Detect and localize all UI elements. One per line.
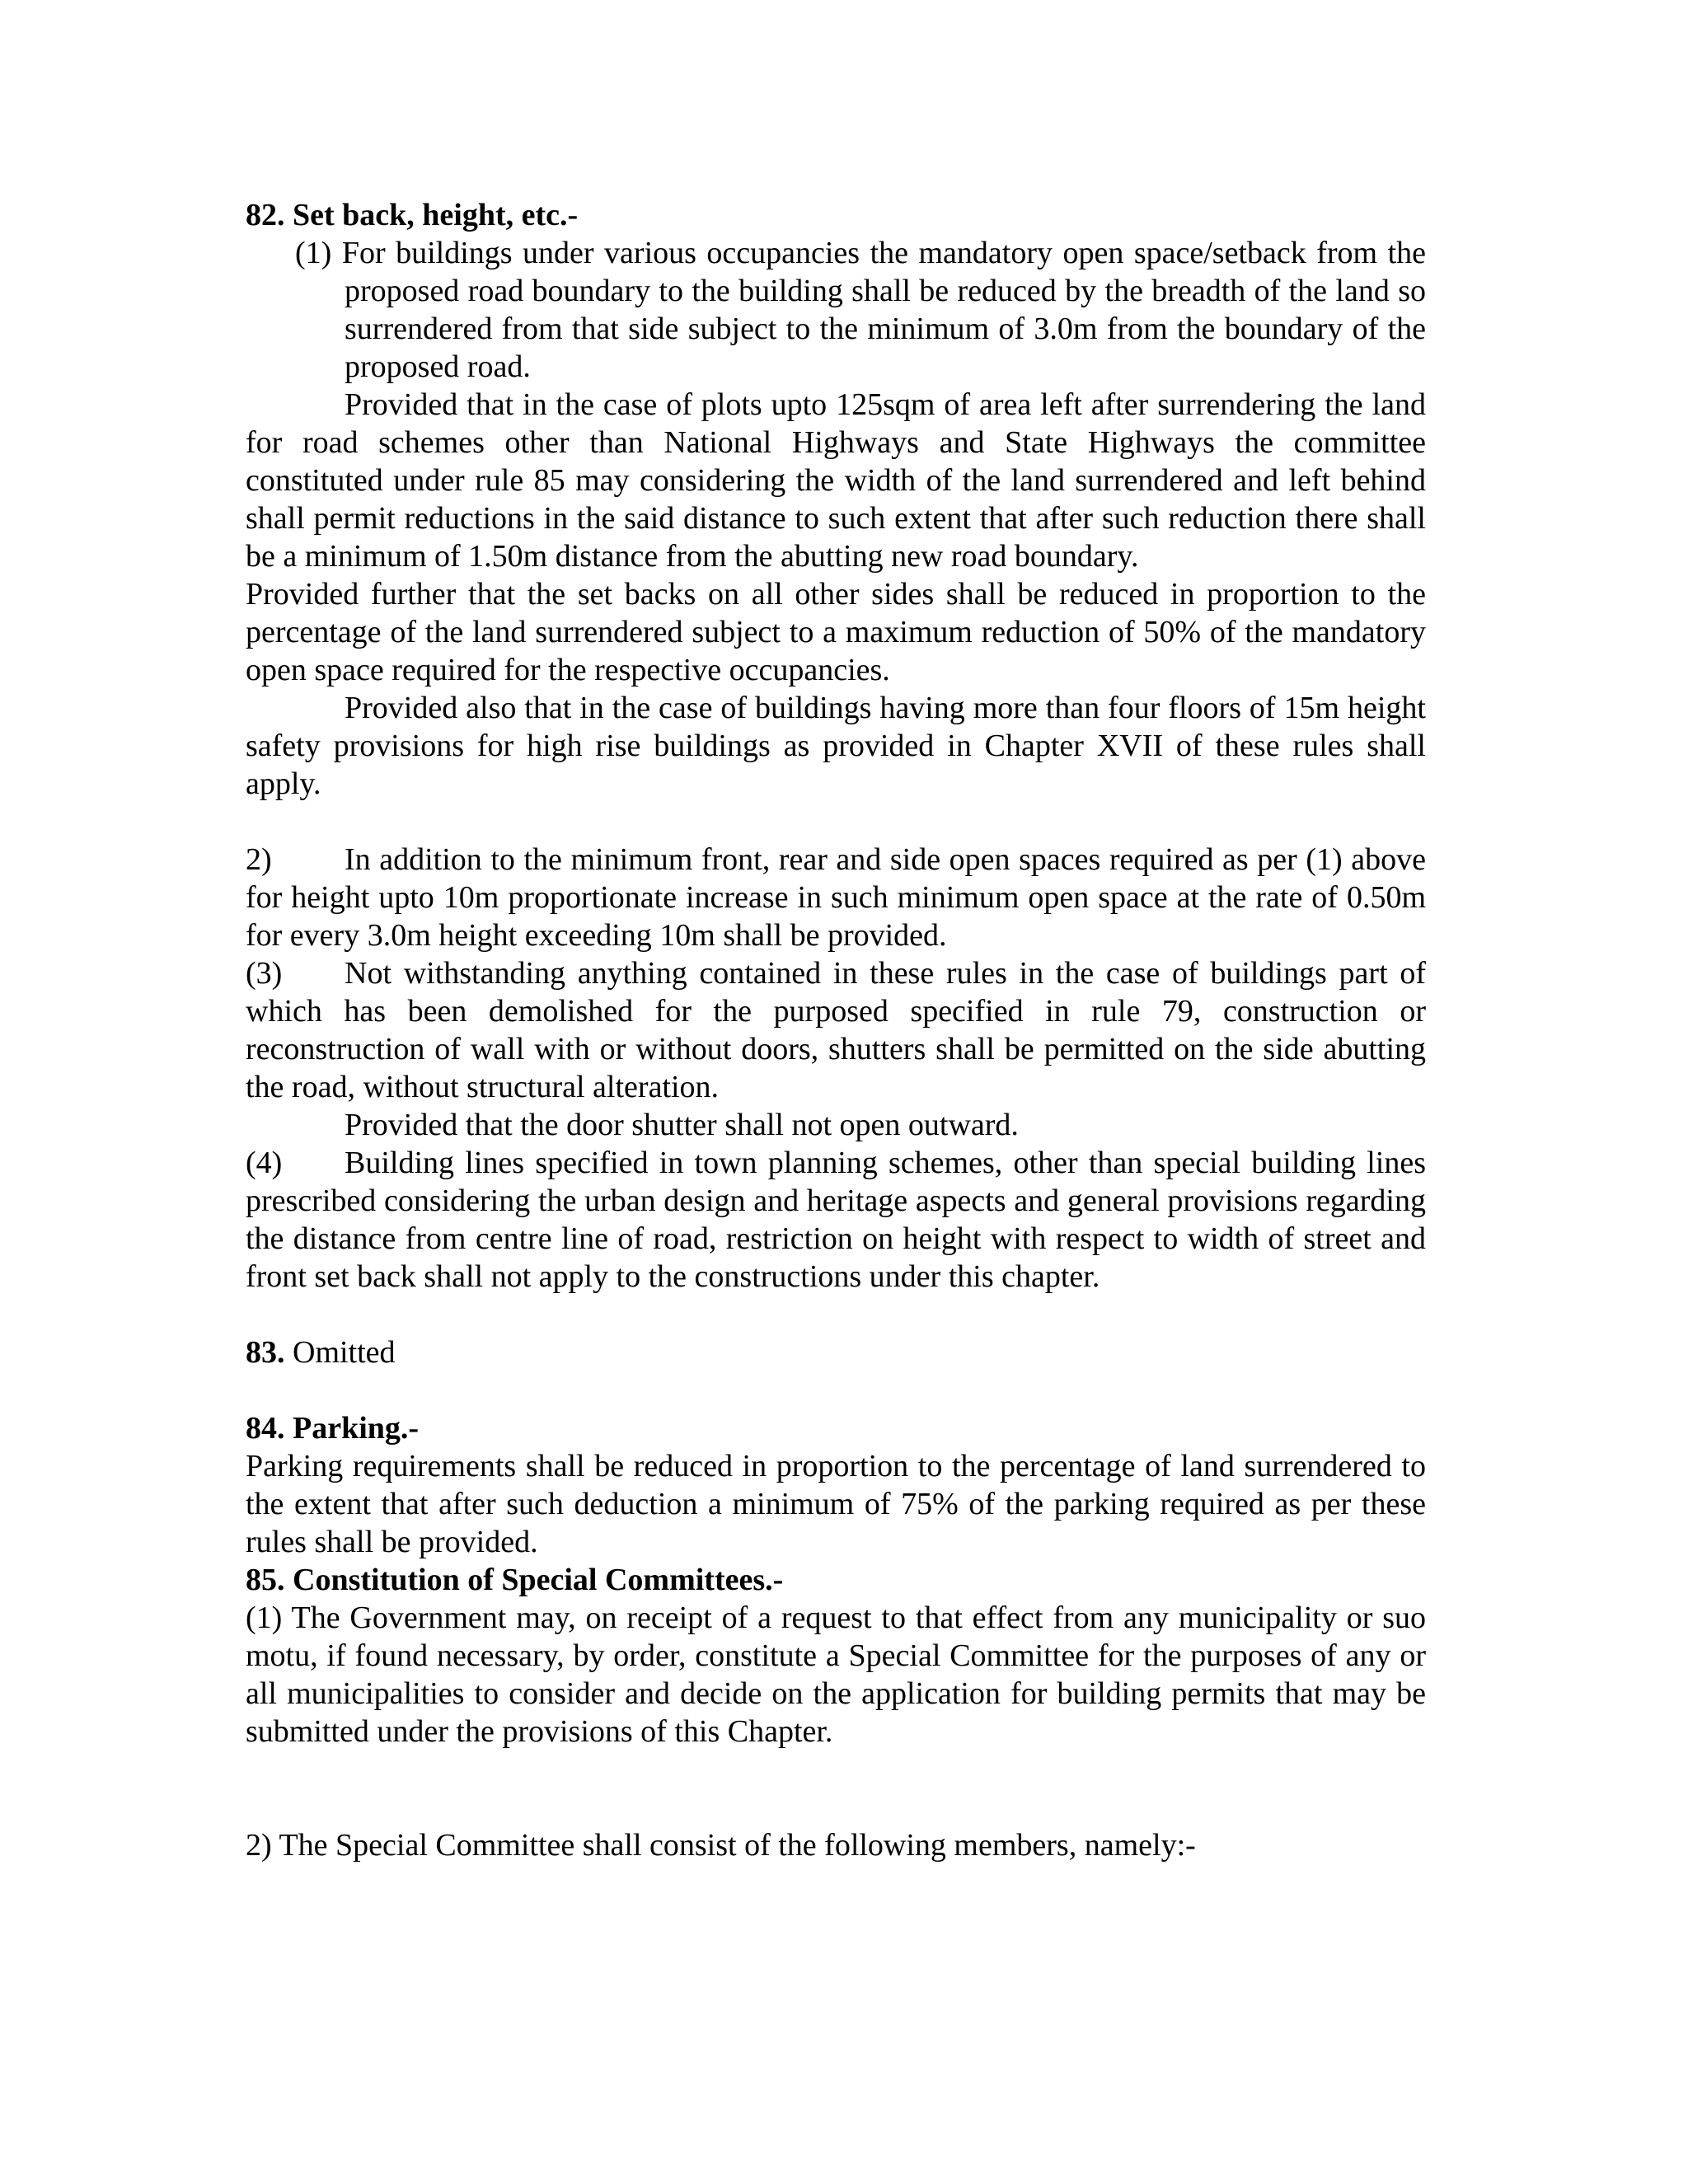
clause-3-text: Not withstanding anything contained in these rules in the case of buildings part of which has been demolished for the purposed specified in rule 79, construction or reconstruction of wall with or without doors, shutters shall be permitted on the side abutting the road, without structural alteration. [246,956,1426,1104]
clause-4-label: (4) [246,1146,283,1180]
section-83-number: 83. [246,1335,285,1370]
section-83-text: Omitted [284,1335,396,1370]
section-82-clause-3-proviso: Provided that the door shutter shall not open outward. [345,1108,1019,1142]
section-82-proviso-3: Provided also that in the case of buildings having more than four floors of 15m height safety provisions for high rise buildings as provided in Chapter XVII of these rules shall apply. [246,691,1426,801]
clause-4-text: Building lines specified in town planning schemes, other than special building lines prescribed considering the urban design and heritage aspects and general provisions regarding the distance from centre line of road, restriction on height with respect to width of street and front set back shall not apply to the constructions under this chapter. [246,1146,1426,1294]
section-85-clause-1: (1) The Government may, on receipt of a request to that effect from any municipality or suo motu, if found necessary, by order, constitute a Special Committee for the purposes of any or all municipalities to consider and decide on the application for building permits that may be submitted under the provisions of this Chapter. [246,1601,1426,1749]
section-82-proviso-2: Provided further that the set backs on all other sides shall be reduced in proportion to the percentage of the land surrendered subject to a maximum reduction of 50% of the mandatory open space required for the respective occupancies. [246,577,1426,687]
section-82-clause-1 [246,234,1426,386]
section-82-heading: 82. Set back, height, etc.- [246,198,579,232]
spacer [246,1371,1426,1409]
clause-1-text: For buildings under various occupancies the mandatory open space/setback from the proposed road boundary to the building shall be reduced by the breadth of the land so surrendered from that side subject to the minimum of 3.0m from the boundary of the proposed road. [341,236,1426,384]
section-82-clause-4 [246,1144,1426,1296]
document-page [246,196,1426,1864]
section-82-clause-3 [246,954,1426,1106]
spacer [246,803,1426,841]
section-85-clause-2: 2) The Special Committee shall consist of the following members, namely:- [246,1828,1196,1863]
section-84-heading: 84. Parking.- [246,1411,420,1446]
section-82-clause-2 [246,841,1426,954]
clause-2-text: In addition to the minimum front, rear and side open spaces required as per (1) above for height upto 10m proportionate increase in such minimum open space at the rate of 0.50m for every 3.0m height exceeding 10m shall be provided. [246,842,1426,953]
clause-1-label: (1) [295,236,332,270]
section-82-proviso-1: Provided that in the case of plots upto 125sqm of area left after surrendering the land for road schemes other than National Highways and State Highways the committee constituted under rule 85 may considering the width of the land surrendered and left behind shall permit reductions in the said distance to such extent that after such reduction there shall be a minimum of 1.50m distance from the abutting new road boundary. [246,387,1426,574]
section-84-text: Parking requirements shall be reduced in proportion to the percentage of land surrendered to the extent that after such deduction a minimum of 75% of the parking required as per these rules shall be provided. [246,1449,1426,1559]
section-83 [246,1333,1426,1371]
clause-3-label: (3) [246,956,283,991]
spacer [246,1750,1426,1826]
section-85-heading: 85. Constitution of Special Committees.- [246,1563,784,1597]
clause-2-label: 2) [246,842,272,877]
spacer [246,1296,1426,1333]
